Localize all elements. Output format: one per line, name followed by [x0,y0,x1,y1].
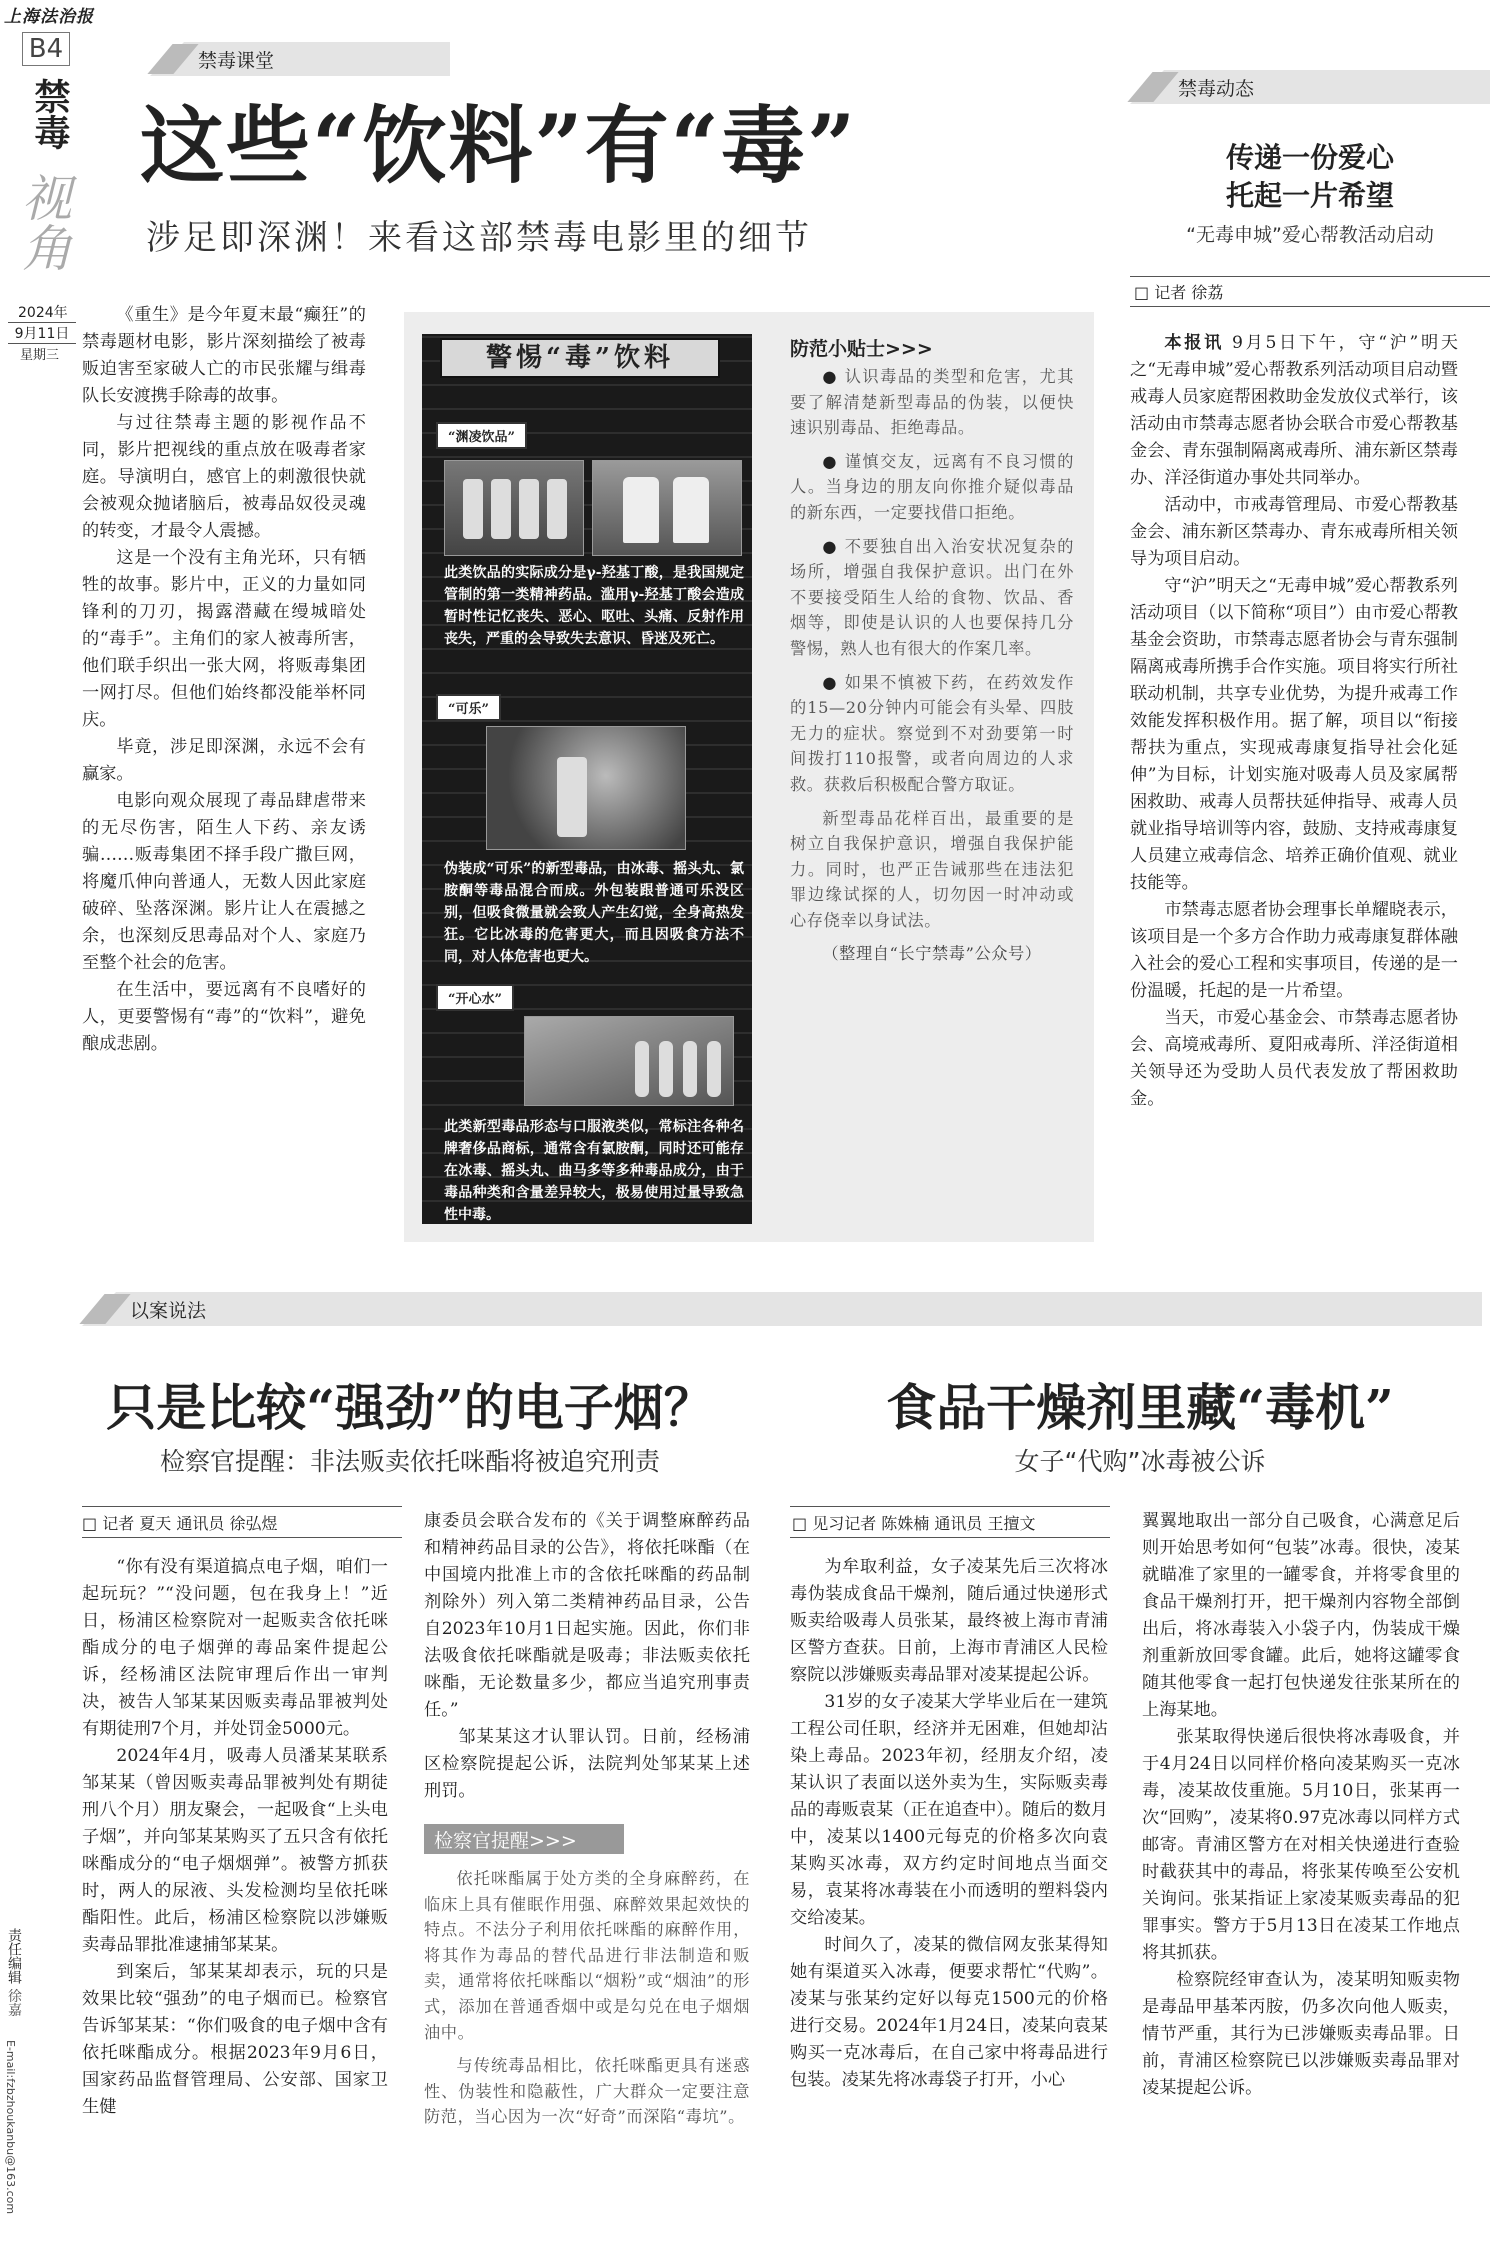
case-a-rule-bottom [82,1537,402,1538]
issue-weekday: 星期三 [20,348,60,363]
news-headline-2: 托起一片希望 [1225,179,1394,212]
issue-year: 2024年 [18,305,68,321]
drink-label-1: “渊凌饮品” [436,422,527,449]
top-subhead: 涉足即深渊！来看这部禁毒电影里的细节 [146,218,812,258]
section-label-vertical: 禁毒 [29,78,70,150]
news-byline: □ 记者 徐荔 [1134,283,1224,302]
case-a-col1: “你有没有渠道搞点电子烟，咱们一起玩玩？”“没问题，包在我身上！”近日，杨浦区检察院对一起贩卖含依托咪酯成分的电子烟弹的毒品案件提起公诉，经杨浦区法院审理后作出一审判决，被告人邹某某因贩卖毒品罪被判处有期徒刑7个月，并处罚金5000元。 2024年4月，吸毒人员潘某某联系邹某某（曾因贩卖毒品罪被判处有期徒刑八个月）朋友聚会，一起吸食“上头电子烟”，并向邹某某购买了五只含有依托咪酯成分的“电子烟烟弹”。被警方抓获时，两人的尿液、头发检测均呈依托咪酯阳性。此后，杨浦区检察院以涉嫌贩卖毒品罪批准逮捕邹某某。 到案后，邹某某却表示，玩的只是效果比较“强劲”的电子烟而已。检察官告诉邹某某：“你们吸食的电子烟中含有依托咪酯成分。根据2023年9月6日，国家药品监督管理局、公安部、国家卫生健 [82,1557,388,2117]
prosecutor-tip-body: 依托咪酯属于处方类的全身麻醉药，在临床上具有催眠作用强、麻醉效果起效快的特点。不法分子利用依托咪酯的麻醉作用，将其作为毒品的替代品进行非法制造和贩卖，通常将依托咪酯以“烟粉”或“烟油”的形式，添加在普通香烟中或是勾兑在电子烟烟油中。 与传统毒品相比，依托咪酯更具有迷惑性、伪装性和隐蔽性，广大群众一定要注意防范，当心因为一次“好奇”而深陷“毒坑”。 [424,1869,750,2127]
section-tag-yi-an-shuo-fa: 以案说法 [82,1292,1482,1326]
section-tag-jindu-ketang: 禁毒课堂 [150,42,450,76]
case-a-col2: 康委员会联合发布的《关于调整麻醉药品和精神药品目录的公告》，将依托咪酯（在中国境内批准上市的含依托咪酯的药品制剂除外）列入第二类精神药品目录，公告自2023年10月1日起实施。因此，你们非法吸食依托咪酯就是吸毒；非法贩卖依托咪酯，无论数量多少，都应当追究刑事责任。” 邹某某这才认罪认罚。日前，经杨浦区检察院提起公诉，法院判处邹某某上述刑罚。 [424,1511,750,1801]
top-headline: 这些“饮料”有“毒” [140,96,858,195]
drink-text-3: 此类新型毒品形态与口服液类似，常标注各种名牌奢侈品商标，通常含有氯胺酮，同时还可能存在冰毒、摇头丸、曲马多等多种毒品成分，由于毒品种类和含量差异较大，极易使用过量导致急性中毒。 [444,1119,744,1223]
case-b-col1: 为牟取利益，女子凌某先后三次将冰毒伪装成食品干燥剂，随后通过快递形式贩卖给吸毒人员张某，最终被上海市青浦区警方查获。日前，上海市青浦区人民检察院以涉嫌贩卖毒品罪对凌某提起公诉。 31岁的女子凌某大学毕业后在一建筑工程公司任职，经济并无困难，但她却沾染上毒品。2023年初，经朋友介绍，凌某认识了表面以送外卖为生，实际贩卖毒品的毒贩袁某（正在追查中）。随后的数月中，凌某以1400元每克的价格多次向袁某购买冰毒，双方约定时间地点当面交易，袁某将冰毒装在小而透明的塑料袋内交给凌某。 时间久了，凌某的微信网友张某得知她有渠道买入冰毒，便要求帮忙“代购”。凌某与张某约定好以每克1500元的价格进行交易。2024年1月24日，凌某向袁某购买一克冰毒后，在自己家中将毒品进行包装。凌某先将冰毒袋子打开，小心 [790,1557,1108,2090]
news-subhead: “无毒申城”爱心帮教活动启动 [1186,224,1434,246]
tips-title: 防范小贴士>>> [790,338,933,360]
tips-body: ● 认识毒品的类型和危害，尤其要了解清楚新型毒品的伪装，以便快速识别毒品、拒绝毒品。 ● 谨慎交友，远离有不良习惯的人。当身边的朋友向你推介疑似毒品的新东西，一定要找借口拒绝。 ● 不要独自出入治安状况复杂的场所，增强自我保护意识。出门在外不要接受陌生人给的食物、饮品、香烟等，即使是认识的人也要保持几分警惕，熟人也有很大的作案几率。 ● 如果不慎被下药，在药效发作的15—20分钟内可能会有头晕、四肢无力的症状。察觉到不对劲要第一时间拨打110报警，或者向周边的人求救。获救后积极配合警方取证。 新型毒品花样百出，最重要的是树立自我保护意识，增强自我保护能力。同时，也严正告诫那些在违法犯罪边缘试探的人，切勿因一时冲动或心存侥幸以身试法。 （整理自“长宁禁毒”公众号） [790,364,1074,975]
case-b-byline: □ 见习记者 陈姝楠 通讯员 王擅文 [792,1514,1036,1533]
news-rule-top [1130,276,1490,277]
drink-image-3 [486,726,686,850]
drink-image-1 [444,460,584,556]
case-b-headline: 食品干燥剂里藏“毒机” [886,1378,1394,1437]
news-headline-1: 传递一份爱心 [1225,141,1394,174]
news-rule-bottom [1130,306,1490,307]
case-a-byline: □ 记者 夏天 通讯员 徐弘煜 [82,1514,278,1533]
section-label-vertical-2: 视角 [14,172,72,272]
editor-name: 徐嘉 [6,1988,22,2017]
case-b-rule-top [790,1506,1110,1507]
page-number: B4 [22,32,70,66]
drink-text-1: 此类饮品的实际成分是γ-羟基丁酸，是我国规定管制的第一类精神药品。滥用γ-羟基丁酸会造成暂时性记忆丧失、恶心、呕吐、头痛、反射作用丧失，严重的会导致失去意识、昏迷及死亡。 [444,565,744,647]
case-b-col2: 翼翼地取出一部分自己吸食，心满意足后则开始思考如何“包装”冰毒。很快，凌某就瞄准了家里的一罐零食，并将零食里的食品干燥剂打开，把干燥剂内容物全部倒出后，将冰毒装入小袋子内，伪装成干燥剂重新放回零食罐。此后，她将这罐零食随其他零食一起打包快递发往张某所在的上海某地。 张某取得快递后很快将冰毒吸食，并于4月24日以同样价格向凌某购买一克冰毒，凌某故伎重施。5月10日，张某再一次“回购”，凌某将0.97克冰毒以同样方式邮寄。青浦区警方在对相关快递进行查验时截获其中的毒品，将张某传唤至公安机关询问。张某指证上家凌某贩卖毒品的犯罪事实。警方于5月13日在凌某工作地点将其抓获。 检察院经审查认为，凌某明知贩卖物是毒品甲基苯丙胺，仍多次向他人贩卖，情节严重，其行为已涉嫌贩卖毒品罪。日前，青浦区检察院已以涉嫌贩卖毒品罪对凌某提起公诉。 [1142,1511,1460,2098]
case-a-subhead: 检察官提醒：非法贩卖依托咪酯将被追究刑责 [159,1447,660,1476]
drink-label-2: “可乐” [436,694,501,721]
drink-label-3: “开心水” [436,984,514,1011]
issue-date: 9月11日 [8,322,76,344]
section-tag-jindu-dongtai: 禁毒动态 [1130,70,1490,104]
top-article-body: 《重生》是今年夏末最“癫狂”的禁毒题材电影，影片深刻描绘了被毒贩迫害至家破人亡的市民张耀与缉毒队长安渡携手除毒的故事。 与过往禁毒主题的影视作品不同，影片把视线的重点放在吸毒者家庭。导演明白，感官上的刺激很快就会被观众抛诸脑后，被毒品奴役灵魂的转变，才最令人震撼。 这是一个没有主角光环，只有牺牲的故事。影片中，正义的力量如同锋利的刀刃，揭露潜藏在缦城暗处的“毒手”。主角们的家人被毒所害，他们联手织出一张大网，将贩毒集团一网打尽。但他们始终都没能举杯同庆。 毕竟，涉足即深渊，永远不会有赢家。 电影向观众展现了毒品肆虐带来的无尽伤害，陌生人下药、亲友诱骗……贩毒集团不择手段广撒巨网，将魔爪伸向普通人，无数人因此家庭破碎、坠落深渊。影片让人在震撼之余，也深刻反思毒品对个人、家庭乃至整个社会的危害。 在生活中，要远离有不良嗜好的人，更要警惕有“毒”的“饮料”，避免酿成悲剧。 [82,305,366,1054]
prosecutor-tip-title: 检察官提醒>>> [424,1824,624,1854]
case-a-rule-top [82,1506,402,1507]
editor-label: 责任编辑 徐嘉 [6,1928,22,2017]
drink-image-4 [524,1016,734,1106]
drink-text-2: 伪装成“可乐”的新型毒品，由冰毒、摇头丸、氯胺酮等毒品混合而成。外包装跟普通可乐没区别，但吸食微量就会致人产生幻觉，全身高热发狂。它比冰毒的危害更大，而且因吸食方法不同，对人体危害也更大。 [444,861,744,965]
panel-title: 警惕“毒”饮料 [440,338,720,378]
case-a-headline: 只是比较“强劲”的电子烟？ [106,1378,714,1437]
drink-image-2 [592,460,742,556]
editor-email: E-mail:fzbzhoukanbu@163.com [4,2040,17,2215]
case-b-subhead: 女子“代购”冰毒被公诉 [1014,1447,1266,1476]
case-b-rule-bottom [790,1537,1110,1538]
newspaper-logo: 上海法治报 [4,7,94,27]
news-body: 本报讯 9月5日下午，守“沪”明天之“无毒申城”爱心帮教系列活动项目启动暨戒毒人员家庭帮困救助金发放仪式举行，该活动由市禁毒志愿者协会联合市爱心帮教基金会、青东强制隔离戒毒所、浦东新区禁毒办、洋泾街道办事处共同举办。 活动中，市戒毒管理局、市爱心帮教基金会、浦东新区禁毒办、青东戒毒所相关领导为项目启动。 守“沪”明天之“无毒申城”爱心帮教系列活动项目（以下简称“项目”）由市爱心帮教基金会资助，市禁毒志愿者协会与青东强制隔离戒毒所携手合作实施。项目将实行所社联动机制，共享专业优势，为提升戒毒工作效能发挥积极作用。据了解，项目以“衔接帮扶为重点，实现戒毒康复指导社会化延伸”为目标，计划实施对吸毒人员及家属帮困救助、戒毒人员帮扶延伸指导、戒毒人员就业指导培训等内容，鼓励、支持戒毒康复人员建立戒毒信念、培养正确价值观、就业技能等。 市禁毒志愿者协会理事长单耀晓表示，该项目是一个多方合作助力戒毒康复群体融入社会的爱心工程和实事项目，传递的是一份温暖，托起的是一片希望。 当天，市爱心基金会、市禁毒志愿者协会、高境戒毒所、夏阳戒毒所、洋泾街道相关领导还为受助人员代表发放了帮困救助金。 [1130,333,1458,1109]
